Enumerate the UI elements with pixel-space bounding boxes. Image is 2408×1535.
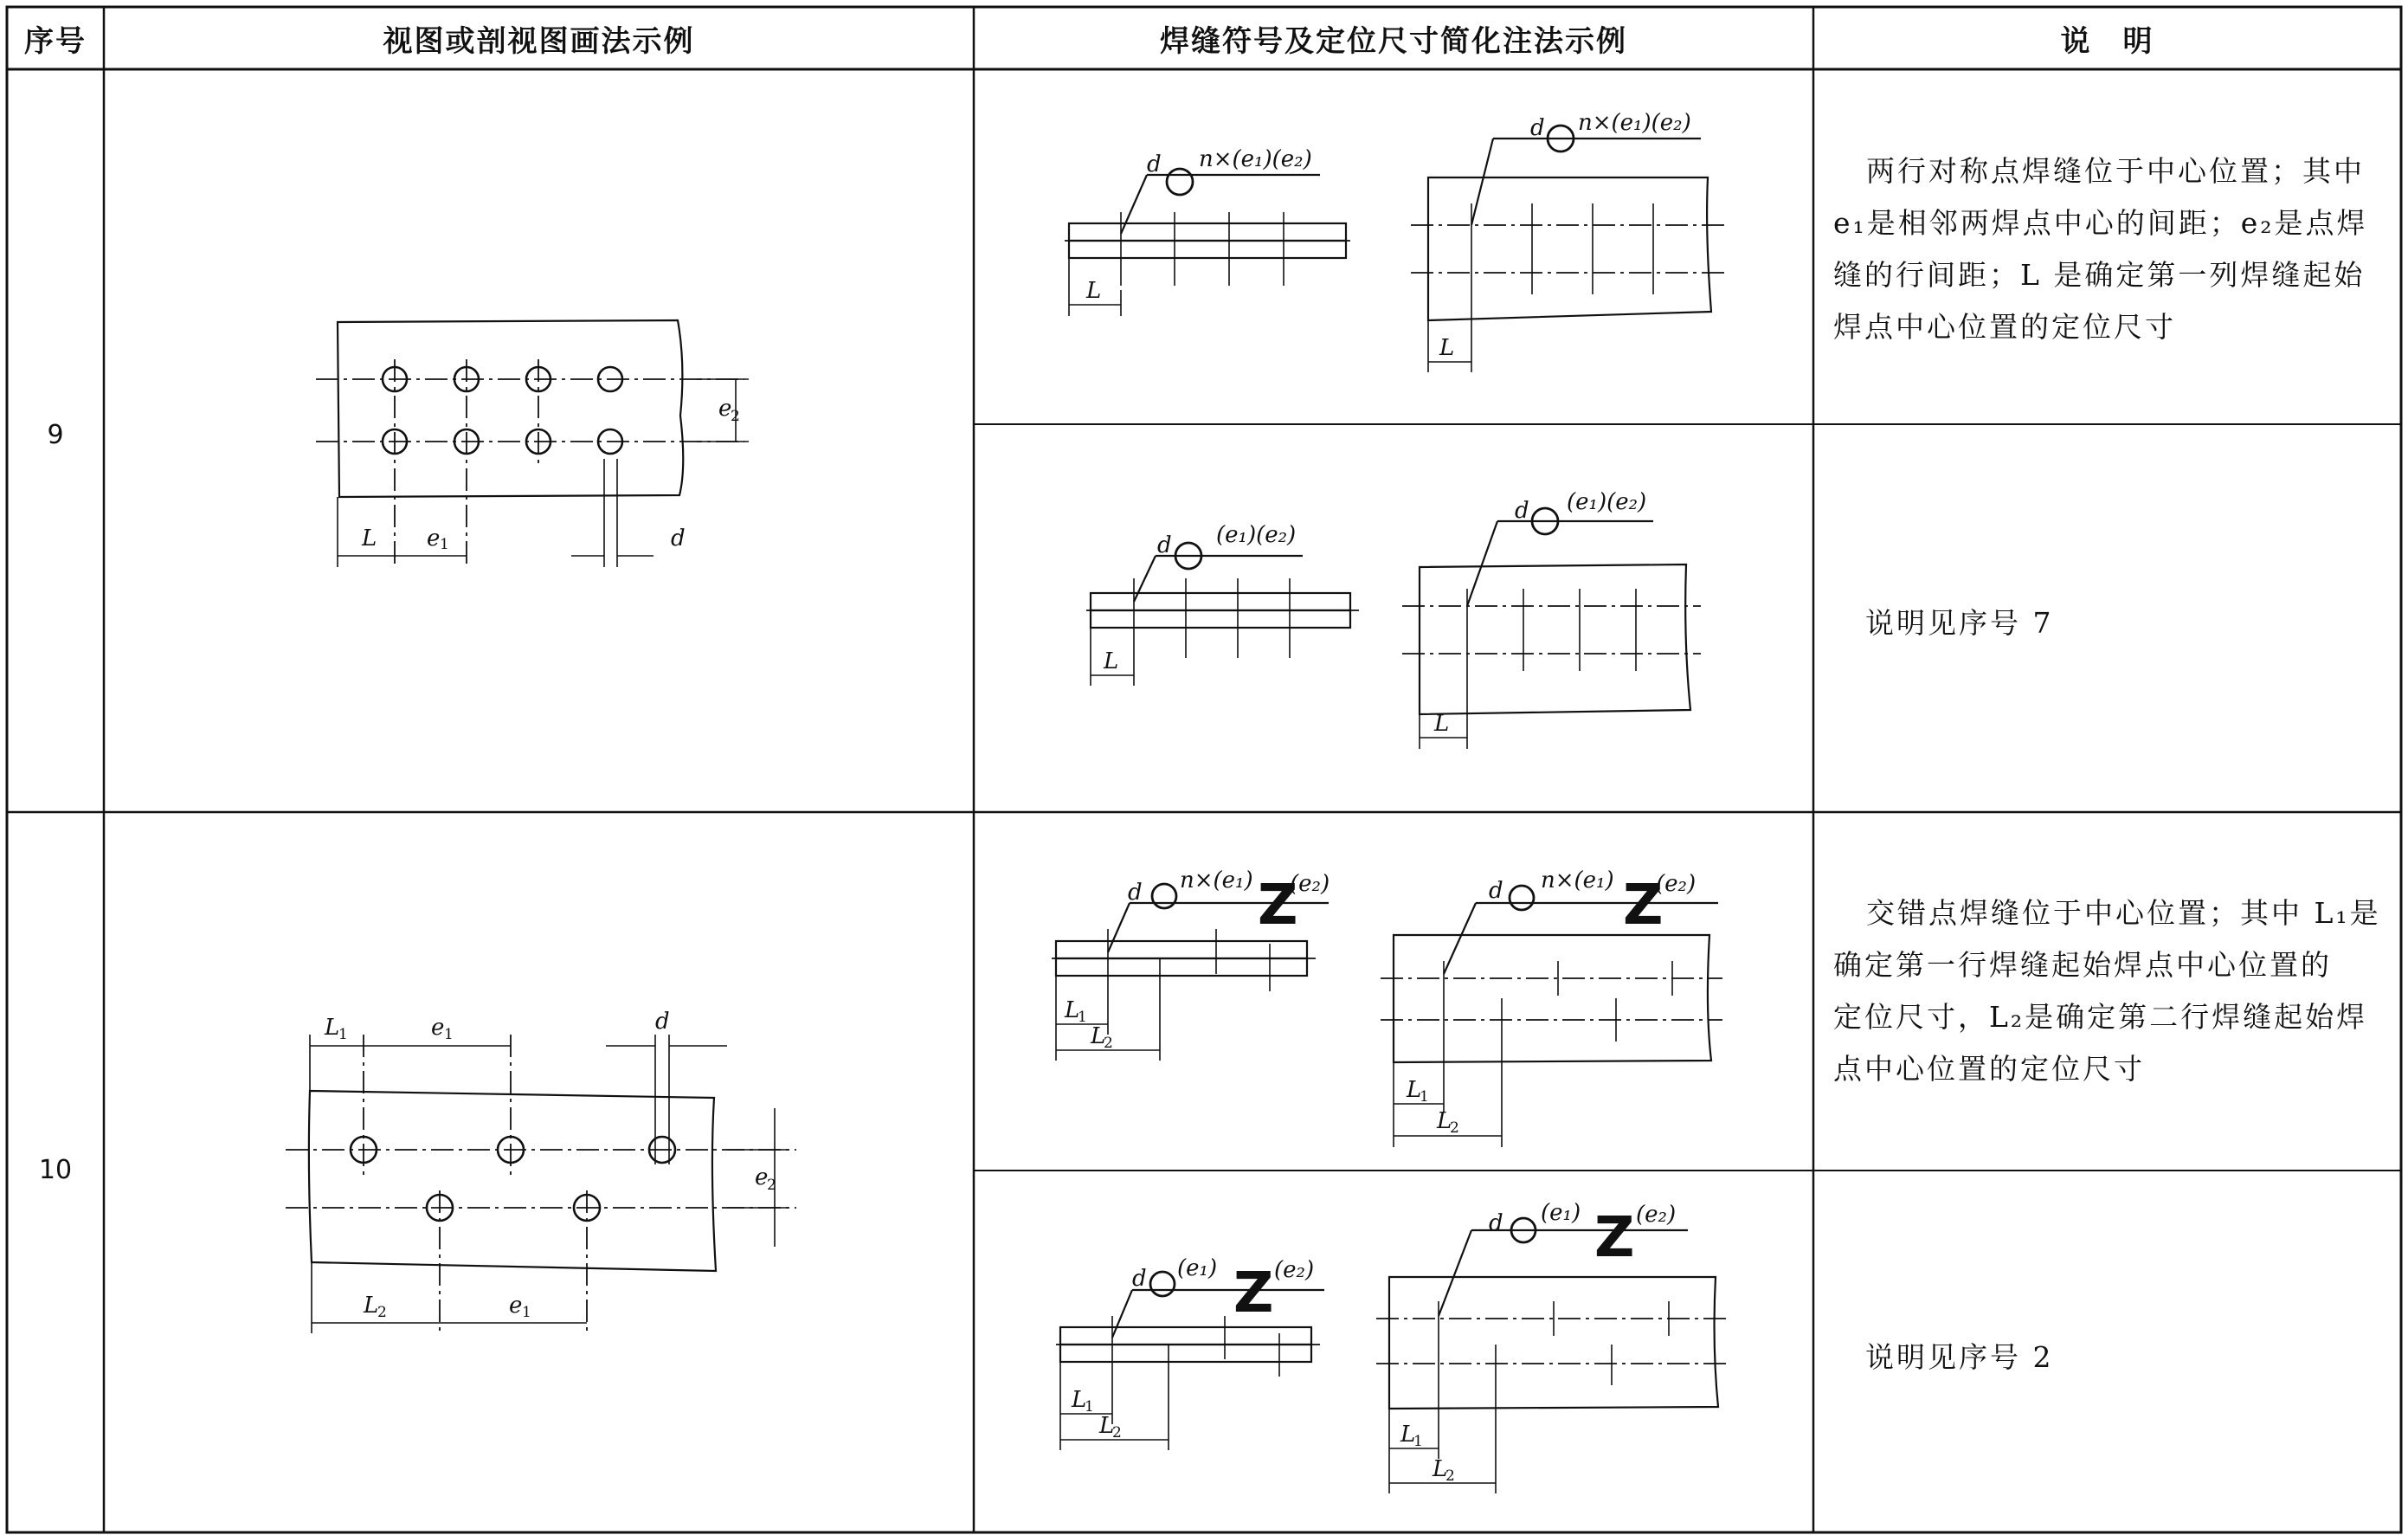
label-nx-e1: n×(e₁) — [1541, 867, 1614, 893]
label-nx-e1-e2: n×(e₁)(e₂) — [1199, 146, 1312, 172]
label-L: L — [1434, 711, 1450, 737]
label-sub: 1 — [440, 536, 449, 553]
label-L1: L — [1407, 1077, 1422, 1103]
header-note: 说 明 — [2060, 24, 2154, 59]
row9-note-a — [1833, 145, 2383, 353]
label-sub: 1 — [1420, 1088, 1429, 1106]
label-d: d — [1157, 532, 1172, 558]
row10a-symbol-drawing — [1043, 853, 1753, 1151]
row9b-symbol-drawing — [1078, 485, 1735, 762]
label-sub: 1 — [522, 1304, 531, 1321]
label-e1: (e₁) — [1541, 1200, 1581, 1226]
label-e2: (e₂) — [1274, 1257, 1315, 1283]
row10-note-b: 说明见序号 2 — [1865, 1340, 2054, 1374]
label-d: d — [1147, 152, 1162, 177]
label-L2: L — [364, 1293, 379, 1319]
note-line: 确定第一行焊缝起始焊点中心位置的 — [1833, 948, 2332, 982]
label-L2: L — [1099, 1413, 1115, 1439]
label-e1: e — [427, 526, 441, 551]
note-line: 定位尺寸，L₂是确定第二行焊缝起始焊 — [1833, 1000, 2368, 1034]
label-L2: L — [1437, 1108, 1452, 1134]
intermittent-z-symbol: Z — [1233, 1261, 1274, 1325]
label-e1: e — [431, 1015, 445, 1041]
label-sub: 1 — [444, 1026, 454, 1043]
label-d: d — [1128, 880, 1143, 906]
label-sub: 2 — [1450, 1119, 1459, 1137]
label-d: d — [655, 1009, 670, 1035]
label-e1: (e₁) — [1177, 1255, 1218, 1281]
label-sub: 2 — [767, 1177, 776, 1194]
label-L1: L — [1072, 1387, 1087, 1413]
label-d: d — [1530, 115, 1545, 141]
row9-view-drawing — [286, 294, 788, 580]
intermittent-z-symbol: Z — [1623, 874, 1664, 938]
label-e1: e — [509, 1293, 523, 1319]
note-line: 交错点焊缝位于中心位置；其中 L₁是 — [1866, 896, 2381, 930]
spot-weld-marks — [383, 367, 622, 454]
header-symbol-example: 焊缝符号及定位尺寸简化注法示例 — [1160, 24, 1627, 59]
label-L1: L — [1065, 997, 1080, 1023]
label-e2: (e₂) — [1656, 871, 1697, 897]
label-L: L — [362, 526, 377, 551]
label-sub: 1 — [1413, 1433, 1423, 1450]
intermittent-z-symbol: Z — [1258, 874, 1298, 938]
label-L1: L — [1400, 1422, 1416, 1448]
row10-note-a — [1833, 887, 2383, 1095]
row-index-9: 9 — [47, 420, 64, 450]
note-line: e₁是相邻两焊点中心的间距；e₂是点焊 — [1833, 206, 2368, 240]
note-line: 焊点中心位置的定位尺寸 — [1833, 310, 2176, 344]
note-line: 点中心位置的定位尺寸 — [1833, 1052, 2145, 1086]
label-e2: e — [718, 396, 732, 422]
label-sub: 1 — [1078, 1009, 1087, 1026]
label-sub: 2 — [1445, 1467, 1455, 1485]
label-sub: 2 — [1104, 1035, 1113, 1052]
label-L2: L — [1091, 1023, 1106, 1049]
note-line: 两行对称点焊缝位于中心位置；其中 — [1866, 154, 2365, 188]
header-index: 序号 — [24, 24, 87, 59]
label-d: d — [1489, 878, 1503, 904]
label-e1-e2: (e₁)(e₂) — [1567, 489, 1647, 515]
label-sub: 2 — [731, 408, 740, 425]
label-sub: 1 — [338, 1026, 348, 1043]
row9a-symbol-drawing — [1060, 104, 1753, 390]
label-e1-e2: (e₁)(e₂) — [1216, 522, 1297, 548]
label-sub: 2 — [1112, 1424, 1122, 1441]
row10b-symbol-drawing — [1047, 1190, 1757, 1511]
intermittent-z-symbol: Z — [1594, 1206, 1635, 1270]
label-d: d — [1132, 1266, 1147, 1292]
label-L: L — [1439, 335, 1455, 361]
label-e2: (e₂) — [1636, 1202, 1677, 1228]
label-L: L — [1086, 278, 1102, 304]
label-e2: e — [755, 1164, 769, 1190]
label-L2: L — [1433, 1456, 1448, 1482]
label-nx-e1: n×(e₁) — [1180, 867, 1253, 893]
label-d: d — [1515, 498, 1529, 524]
label-L: L — [1104, 648, 1119, 674]
label-sub: 1 — [1085, 1398, 1094, 1416]
label-d: d — [671, 526, 686, 551]
label-sub: 2 — [377, 1304, 387, 1321]
row10-view-drawing — [277, 996, 814, 1351]
note-line: 缝的行间距；L 是确定第一列焊缝起始 — [1833, 258, 2366, 292]
row9-note-b: 说明见序号 7 — [1865, 606, 2054, 640]
label-L1: L — [325, 1015, 340, 1041]
label-d: d — [1489, 1210, 1503, 1236]
header-view-example: 视图或剖视图画法示例 — [383, 24, 695, 59]
row-index-10: 10 — [38, 1155, 73, 1185]
label-e2: (e₂) — [1290, 871, 1330, 897]
label-nx-e1-e2: n×(e₁)(e₂) — [1578, 110, 1691, 136]
